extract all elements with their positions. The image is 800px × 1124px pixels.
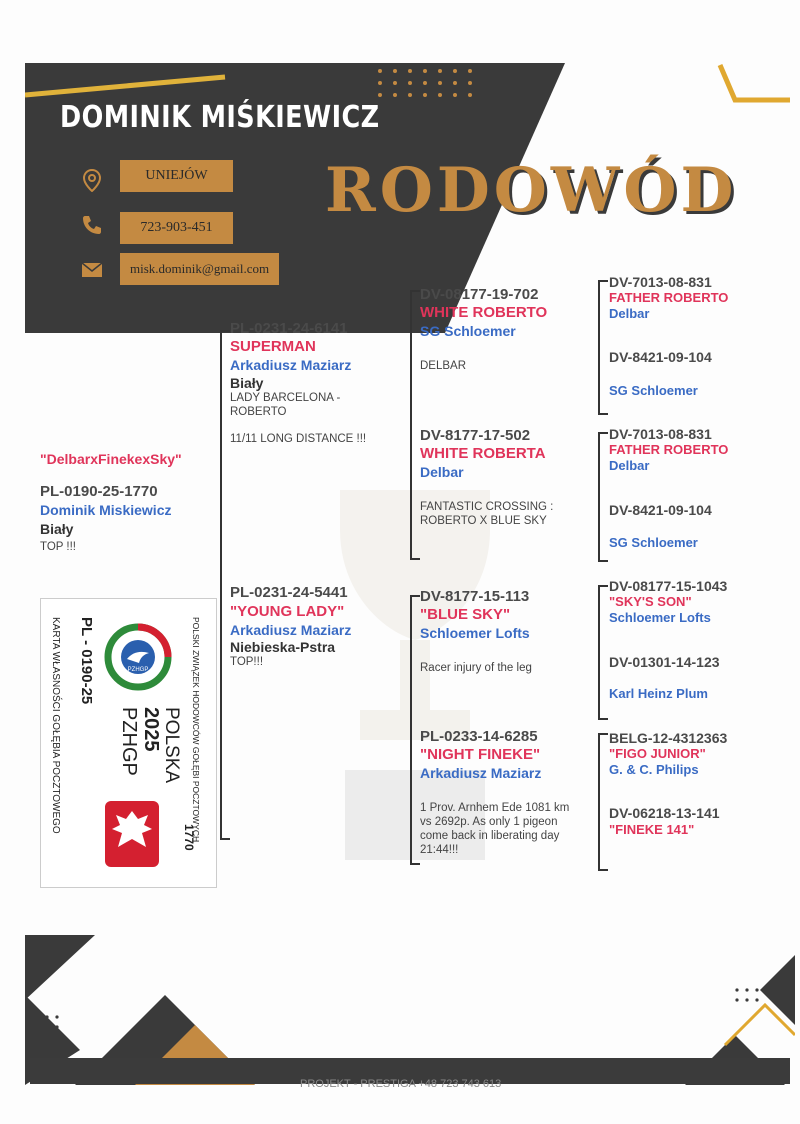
gp3-ring: DV-8177-15-113	[420, 588, 530, 605]
gp1-note: DELBAR	[420, 360, 467, 372]
footer-text: PROJEKT - PRESTIGA +48 723 743 613	[300, 1078, 502, 1090]
sire-line: LADY BARCELONA - ROBERTO	[230, 392, 341, 418]
ggp7-name: "FIGO JUNIOR"	[609, 746, 706, 761]
pzhgp-logo-icon	[103, 619, 173, 693]
gp4-note: 1 Prov. Arnhem Ede 1081 km vs 2692p. As only 1 pigeon come back in liberating day 21:44!!!	[420, 802, 570, 856]
subject-ring: PL-0190-25-1770	[40, 483, 158, 500]
ggp6-ring: DV-01301-14-123	[609, 654, 720, 670]
ggp8-ring: DV-06218-13-141	[609, 805, 720, 821]
sire-name: SUPERMAN	[230, 338, 316, 355]
email-box[interactable]: misk.dominik@gmail.com	[120, 253, 279, 285]
sire-color: Biały	[230, 375, 264, 391]
ggp8-name: "FINEKE 141"	[609, 822, 695, 837]
gp4-breeder: Arkadiusz Maziarz	[420, 765, 542, 781]
gp3-note: Racer injury of the leg	[420, 662, 532, 674]
gp1-ring: DV-08177-19-702	[420, 286, 539, 303]
ggp3-breeder: Delbar	[609, 458, 650, 473]
ggp3-name: FATHER ROBERTO	[609, 442, 729, 457]
gp3-breeder: Schloemer Lofts	[420, 625, 530, 641]
location-pin-icon	[80, 168, 104, 192]
ggp-bracket-1	[598, 280, 600, 415]
phone-box[interactable]: 723-903-451	[120, 212, 233, 244]
ownership-card	[40, 598, 217, 888]
card-year: 2025	[140, 707, 162, 752]
ggp5-breeder: Schloemer Lofts	[609, 610, 711, 625]
card-caption: KARTA WŁASNOŚCI GOŁĘBIA POCZTOWEGO	[50, 617, 61, 834]
gp4-name: "NIGHT FINEKE"	[420, 746, 541, 763]
dam-breeder: Arkadiusz Maziarz	[230, 622, 352, 638]
card-association: POLSKI ZWIĄZEK HODOWCÓW GOŁĘBI POCZTOWYCH	[191, 617, 201, 843]
gp2-breeder: Delbar	[420, 464, 464, 480]
ggp-bracket-2	[598, 432, 600, 562]
eagle-emblem-icon	[103, 799, 161, 869]
page-title: RODOWÓD	[325, 155, 738, 226]
ggp1-name: FATHER ROBERTO	[609, 290, 729, 305]
subject-color: Biały	[40, 521, 74, 537]
ggp2-ring: DV-8421-09-104	[609, 349, 712, 365]
sire-ring: PL-0231-24-6141	[230, 320, 348, 337]
gp2-name: WHITE ROBERTA	[420, 445, 546, 462]
ggp6-breeder: Karl Heinz Plum	[609, 686, 708, 701]
gp3-name: "BLUE SKY"	[420, 606, 511, 623]
dam-note: TOP!!!	[230, 656, 264, 668]
sire-note: 11/11 LONG DISTANCE !!!	[230, 433, 367, 445]
logo-text: PZHGP	[127, 667, 149, 673]
sire-line-bracket	[410, 290, 412, 560]
ggp-bracket-3	[598, 585, 600, 720]
ggp7-breeder: G. & C. Philips	[609, 762, 699, 777]
gp1-name: WHITE ROBERTO	[420, 304, 548, 321]
card-country: POLSKA	[161, 707, 182, 784]
ggp1-ring: DV-7013-08-831	[609, 274, 712, 290]
owner-name: DOMINIK MIŚKIEWICZ	[60, 100, 380, 135]
gp4-ring: PL-0233-14-6285	[420, 728, 538, 745]
envelope-icon	[80, 258, 104, 282]
ggp4-ring: DV-8421-09-104	[609, 502, 712, 518]
location-box: UNIEJÓW	[120, 160, 233, 192]
dam-line-bracket	[410, 595, 412, 865]
ggp5-ring: DV-08177-15-1043	[609, 578, 728, 594]
subject-breeder: Dominik Miskiewicz	[40, 502, 172, 518]
subject-pair-name: "DelbarxFinekexSky"	[40, 451, 182, 467]
ggp2-breeder: SG Schloemer	[609, 383, 698, 398]
dam-color: Niebieska-Pstra	[230, 639, 336, 655]
dam-name: "YOUNG LADY"	[230, 603, 345, 620]
gp2-ring: DV-8177-17-502	[420, 427, 531, 444]
subject-note: TOP !!!	[40, 541, 77, 553]
gp1-breeder: SG Schloemer	[420, 323, 516, 339]
dam-ring: PL-0231-24-5441	[230, 584, 348, 601]
card-org: PZHGP	[118, 707, 140, 776]
ggp-bracket-4	[598, 733, 600, 871]
sire-breeder: Arkadiusz Maziarz	[230, 357, 352, 373]
phone-icon	[80, 213, 104, 237]
gp2-note: FANTASTIC CROSSING : ROBERTO X BLUE SKY	[420, 501, 554, 527]
ggp7-ring: BELG-12-4312363	[609, 730, 728, 746]
sire-dam-bracket	[220, 330, 222, 840]
ggp1-breeder: Delbar	[609, 306, 650, 321]
ggp5-name: "SKY'S SON"	[609, 594, 692, 609]
card-ring-number: 1770	[182, 824, 196, 851]
card-ring-prefix: PL - 0190-25	[78, 617, 95, 705]
gold-corner-decoration	[715, 60, 795, 110]
ggp4-breeder: SG Schloemer	[609, 535, 698, 550]
ggp3-ring: DV-7013-08-831	[609, 426, 712, 442]
